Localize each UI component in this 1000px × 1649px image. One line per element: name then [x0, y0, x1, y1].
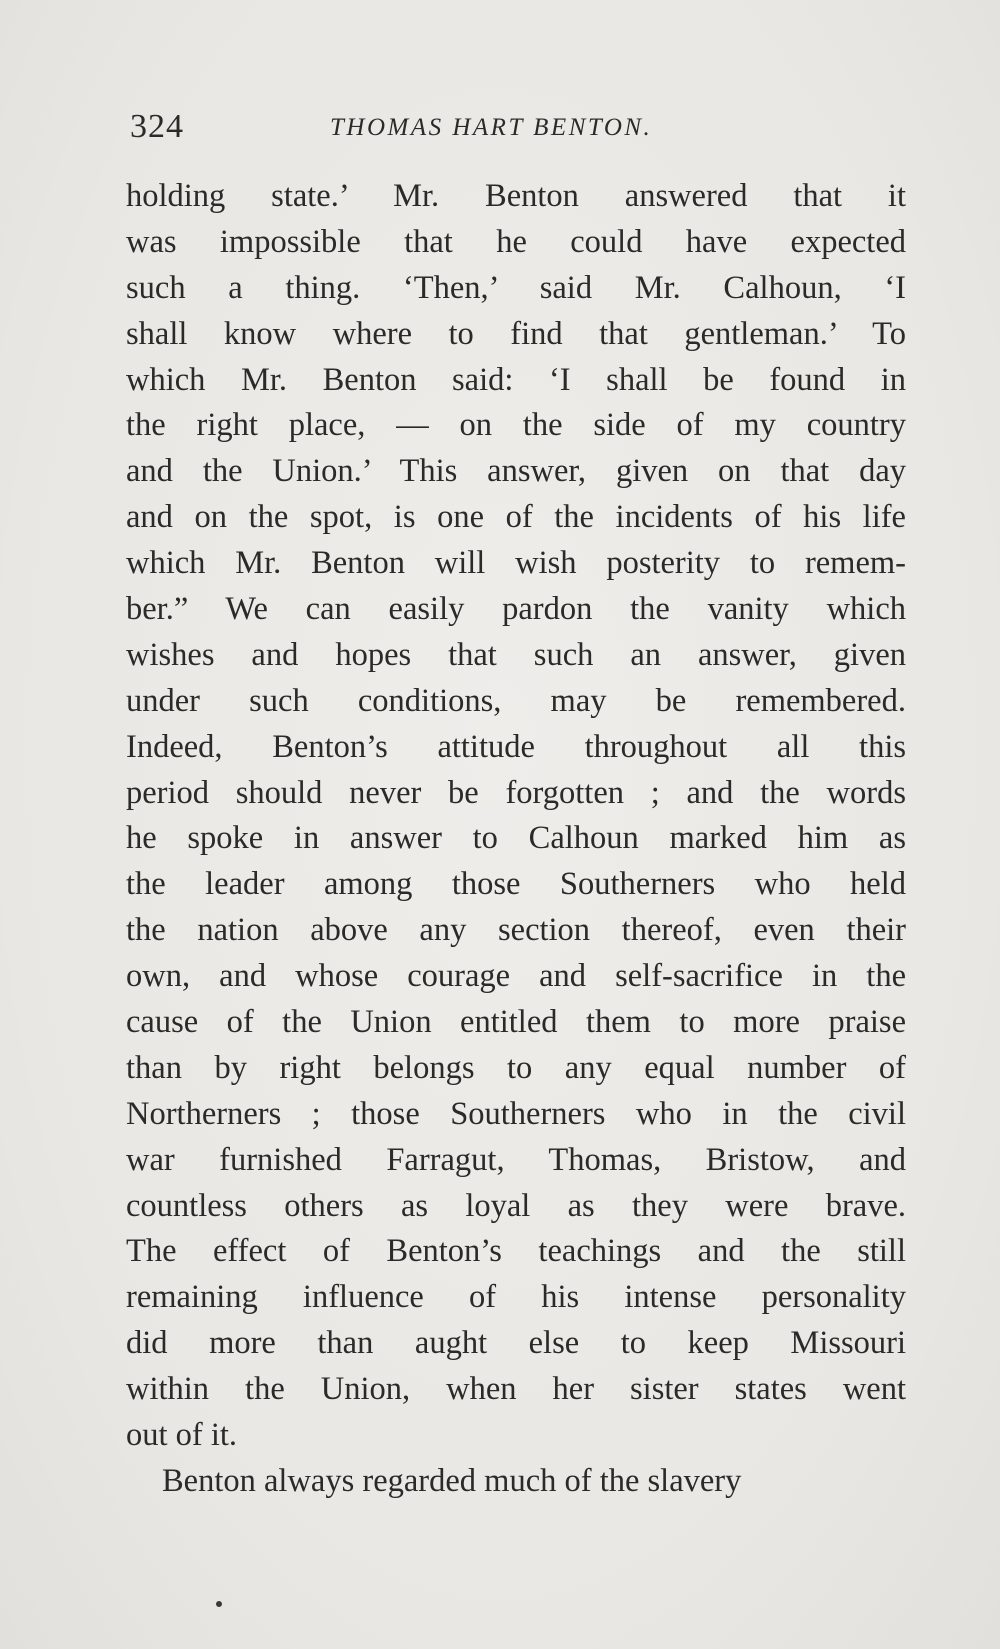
text-line: which Mr. Benton will wish posterity to remem- — [126, 545, 906, 582]
text-line: period should never be forgotten ; and the words — [126, 774, 906, 811]
text-line: remaining influence of his intense personality — [126, 1279, 906, 1316]
running-head: THOMAS HART BENTON. — [330, 114, 653, 141]
page-header — [130, 108, 910, 156]
text-line: such a thing. ‘Then,’ said Mr. Calhoun, ‘I — [126, 269, 906, 306]
text-line: shall know where to find that gentleman.’ To — [126, 315, 906, 352]
text-line: Northerners ; those Southerners who in the civil — [126, 1095, 906, 1132]
text-line: than by right belongs to any equal number of — [126, 1049, 906, 1086]
body-text — [126, 174, 906, 1505]
text-line: the nation above any section thereof, even their — [126, 912, 906, 949]
text-line: and the Union.’ This answer, given on that day — [126, 453, 906, 490]
text-line: own, and whose courage and self-sacrifice in the — [126, 958, 906, 995]
page-number: 324 — [130, 108, 184, 145]
text-line: was impossible that he could have expected — [126, 223, 906, 260]
text-line: which Mr. Benton said: ‘I shall be found in — [126, 361, 906, 398]
text-line: ber.” We can easily pardon the vanity which — [126, 591, 906, 628]
text-line: within the Union, when her sister states went — [126, 1371, 906, 1408]
text-line: the right place, — on the side of my country — [126, 407, 906, 444]
text-line: countless others as loyal as they were brave. — [126, 1187, 906, 1224]
text-line: war furnished Farragut, Thomas, Bristow, and — [126, 1141, 906, 1178]
text-line: under such conditions, may be remembered. — [126, 682, 906, 719]
text-line: did more than aught else to keep Missouri — [126, 1325, 906, 1362]
text-line: the leader among those Southerners who held — [126, 866, 906, 903]
text-line: Indeed, Benton’s attitude throughout all this — [126, 728, 906, 765]
text-line-paragraph-end: out of it. — [126, 1417, 238, 1454]
text-line: cause of the Union entitled them to more praise — [126, 1004, 906, 1041]
text-line: The effect of Benton’s teachings and the still — [126, 1233, 906, 1270]
text-line: he spoke in answer to Calhoun marked him as — [126, 820, 906, 857]
text-line: and on the spot, is one of the incidents of his life — [126, 499, 906, 536]
text-line-paragraph-start: Benton always regarded much of the slavery — [162, 1462, 742, 1499]
ink-speck — [216, 1601, 222, 1607]
text-line: wishes and hopes that such an answer, given — [126, 636, 906, 673]
text-line: holding state.’ Mr. Benton answered that it — [126, 178, 906, 214]
